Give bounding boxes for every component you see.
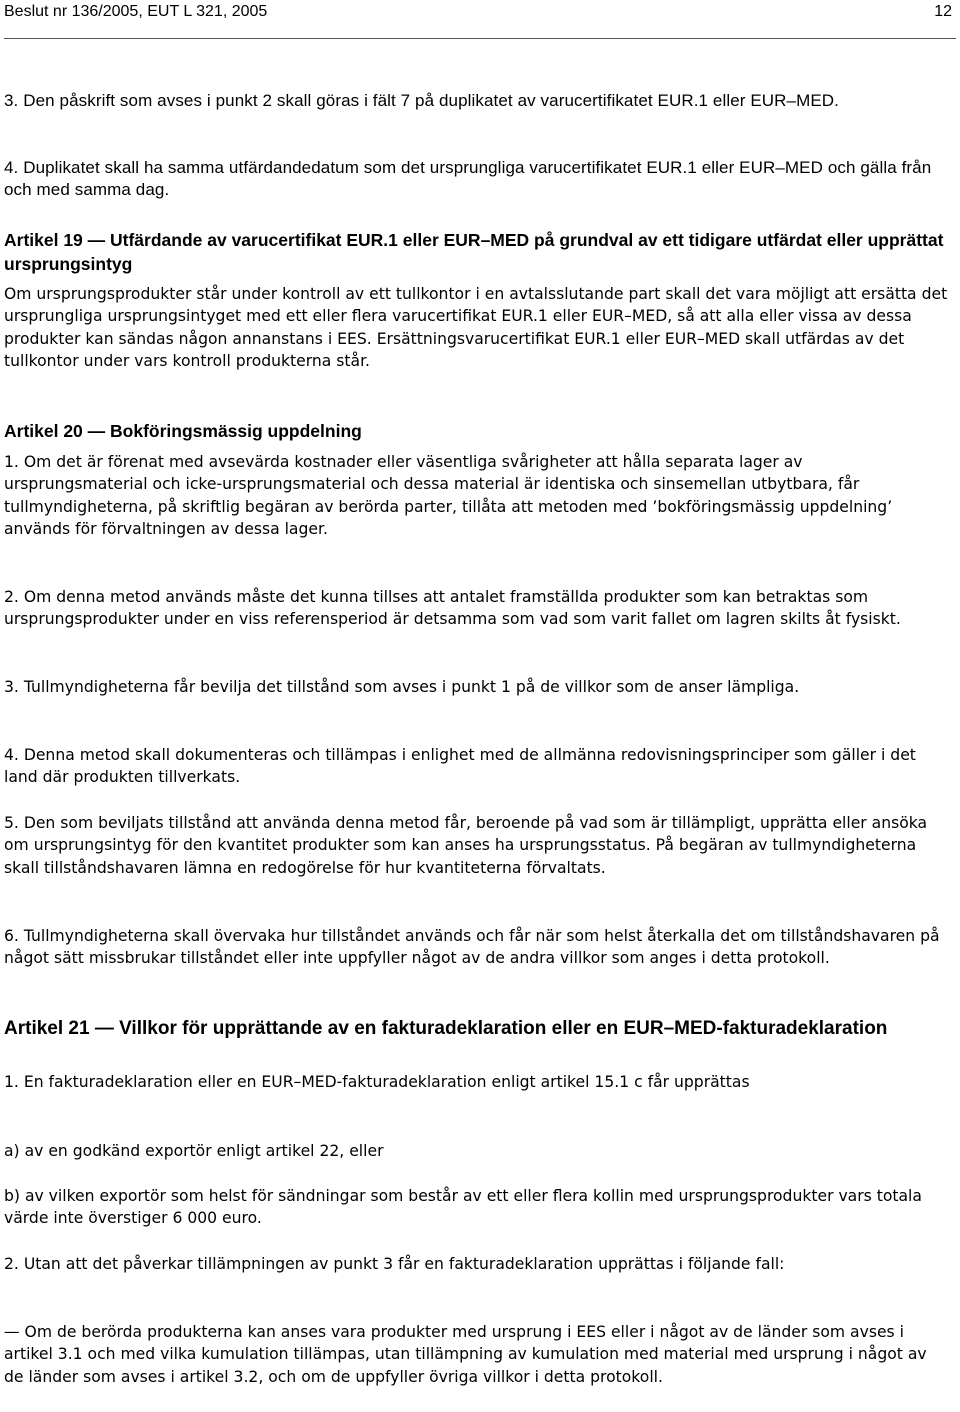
paragraph-article19: Om ursprungsprodukter står under kontroll av ett tullkontor i en avtalsslutande part skall det vara möjligt att ersätta det ursprungliga ursprungsintyget med ett eller flera varucertifikat EUR.1 eller EUR–MED, så att alla eller vissa av dessa produkter kan sändas någon annanstans i EES. Ersättningsvarucertifikat EUR.1 eller EUR–MED skall utfärdas av det tullkontor under vars kontroll produkterna står. [4,285,948,371]
paragraph-article21-dash-item: — Om de berörda produkterna kan anses vara produkter med ursprung i EES eller i något av de länder som avses i artikel 3.1 och med vilka kumulation tillämpas, utan tillämpning av kumulation med material med ursprung i något av de länder som avses i artikel 3.2, och om de uppfyller övriga villkor i detta protokoll. [4,1323,927,1386]
page-header [4,2,956,24]
paragraph-article20-point3: 3. Tullmyndigheterna får bevilja det tillstånd som avses i punkt 1 på de villkor som de anser lämpliga. [4,678,800,696]
heading-article20: Artikel 20 — Bokföringsmässig uppdelning [4,421,362,441]
paragraph-article20-point1: 1. Om det är förenat med avsevärda kostnader eller väsentliga svårigheter att hålla separata lager av ursprungsmaterial och icke-ursprungsmaterial och dessa material är identiska och sinsemellan utbytbara, får tullmyndigheterna, på skriftlig begäran av berörda parter, tillåta att metoden med ’bokföringsmässig uppdelning’ används för förvaltningen av dessa lager. [4,453,893,539]
paragraph-article21-point1: 1. En fakturadeklaration eller en EUR–MED-fakturadeklaration enligt artikel 15.1 c får upprättas [4,1073,750,1091]
paragraph-article21-point1a: a) av en godkänd exportör enligt artikel 22, eller [4,1142,384,1160]
heading-article19: Artikel 19 — Utfärdande av varucertifikat EUR.1 eller EUR–MED på grundval av ett tidigare utfärdat eller upprättat ursprungsintyg [4,230,944,274]
document-title: Beslut nr 136/2005, EUT L 321, 2005 [4,3,268,20]
header-divider [4,38,956,39]
paragraph-article20-point4: 4. Denna metod skall dokumenteras och tillämpas i enlighet med de allmänna redovisningsprinciper som gäller i det land där produkten tillverkats. [4,746,916,787]
page-number: 12 [934,3,952,20]
paragraph-article20-point6: 6. Tullmyndigheterna skall övervaka hur tillståndet används och får när som helst återkalla det om tillståndshavaren på något sätt missbrukar tillståndet eller inte uppfyller något av de andra villkor som anges i detta protokoll. [4,927,940,968]
paragraph-article21-point2: 2. Utan att det påverkar tillämpningen av punkt 3 får en fakturadeklaration upprättas i följande fall: [4,1255,785,1273]
paragraph-article21-point1b: b) av vilken exportör som helst för sändningar som består av ett eller flera kollin med ursprungsprodukter vars totala värde inte överstiger 6 000 euro. [4,1187,922,1228]
paragraph-article20-point5: 5. Den som beviljats tillstånd att använda denna metod får, beroende på vad som är tillämpligt, upprätta eller ansöka om ursprungsintyg för den kvantitet produkter som kan anses ha ursprungsstatus. På begäran av tullmyndigheterna skall tillståndshavaren lämna en redogörelse för hur kvantiteterna förvaltats. [4,814,928,877]
paragraph-article18-point4: 4. Duplikatet skall ha samma utfärdandedatum som det ursprungliga varucertifikatet EUR.1 eller EUR–MED och gälla från och med samma dag. [4,158,932,199]
paragraph-article18-point3: 3. Den påskrift som avses i punkt 2 skall göras i fält 7 på duplikatet av varucertifikatet EUR.1 eller EUR–MED. [4,91,840,110]
paragraph-article20-point2: 2. Om denna metod används måste det kunna tillses att antalet framställda produkter som kan betraktas som ursprungsprodukter under en viss referensperiod är detsamma som vad som varit fallet om lagren skilts åt fysiskt. [4,588,901,629]
heading-article21: Artikel 21 — Villkor för upprättande av en fakturadeklaration eller en EUR–MED-fakturadeklaration [4,1018,888,1039]
